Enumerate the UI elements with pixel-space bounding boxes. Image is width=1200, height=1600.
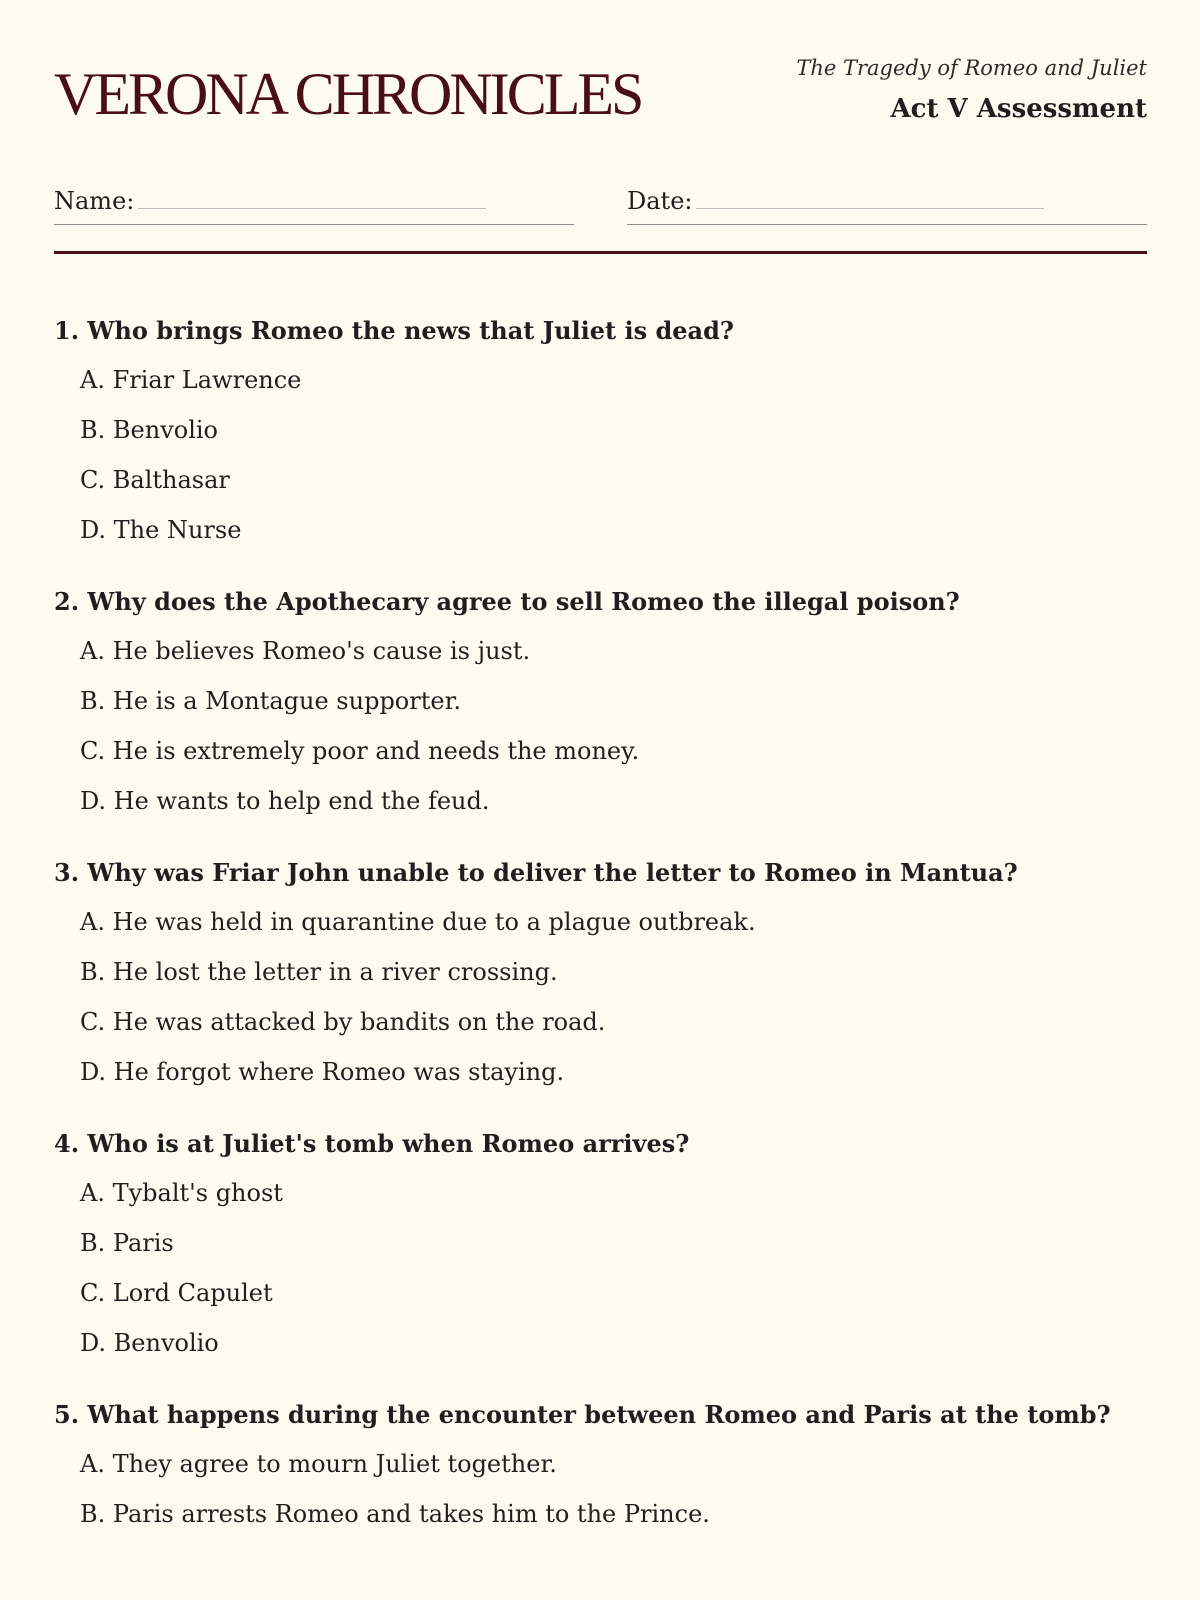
question-1-text: [54, 313, 1147, 349]
question-number: 3.: [54, 858, 80, 887]
header-divider: [54, 251, 1147, 254]
answer-option[interactable]: A. They agree to mourn Juliet together.: [80, 1450, 557, 1478]
answer-option[interactable]: B. Benvolio: [80, 416, 218, 444]
question-prompt: Who brings Romeo the news that Juliet is dead?: [87, 316, 734, 345]
date-blank[interactable]: [696, 180, 1044, 209]
question-prompt: Who is at Juliet's tomb when Romeo arrives?: [87, 1129, 690, 1158]
question-number: 4.: [54, 1129, 80, 1158]
question-1-options: [54, 365, 1147, 545]
answer-option[interactable]: B. He is a Montague supporter.: [80, 687, 462, 715]
answer-option[interactable]: B. Paris: [80, 1229, 174, 1257]
answer-option[interactable]: A. He was held in quarantine due to a plague outbreak.: [80, 908, 756, 936]
question-number: 1.: [54, 316, 80, 345]
answer-option[interactable]: C. He was attacked by bandits on the road.: [80, 1008, 606, 1036]
question-2: [54, 584, 1147, 816]
question-number: 5.: [54, 1400, 80, 1429]
question-1: [54, 313, 1147, 545]
answer-option[interactable]: B. He lost the letter in a river crossing.: [80, 958, 558, 986]
question-4-options: [54, 1178, 1147, 1358]
question-2-text: [54, 584, 1147, 620]
question-3-text: [54, 855, 1147, 891]
question-prompt: Why was Friar John unable to deliver the letter to Romeo in Mantua?: [87, 858, 1018, 887]
question-3-options: [54, 907, 1147, 1087]
name-label: Name:: [54, 187, 135, 215]
answer-option[interactable]: D. The Nurse: [80, 516, 242, 544]
question-5: [54, 1397, 1147, 1529]
answer-option[interactable]: D. Benvolio: [80, 1329, 219, 1357]
assessment-title: Act V Assessment: [890, 94, 1147, 124]
question-prompt: Why does the Apothecary agree to sell Romeo the illegal poison?: [87, 587, 960, 616]
question-5-options: [54, 1449, 1147, 1529]
date-label: Date:: [627, 187, 693, 215]
name-field[interactable]: [54, 180, 574, 225]
question-prompt: What happens during the encounter between Romeo and Paris at the tomb?: [87, 1400, 1111, 1429]
answer-option[interactable]: A. Tybalt's ghost: [80, 1179, 283, 1207]
worksheet-page: [54, 0, 1147, 1600]
name-blank[interactable]: [138, 180, 486, 209]
question-4-text: [54, 1126, 1147, 1162]
answer-option[interactable]: C. Lord Capulet: [80, 1279, 273, 1307]
answer-option[interactable]: C. He is extremely poor and needs the money.: [80, 737, 640, 765]
question-3: [54, 855, 1147, 1087]
answer-option[interactable]: A. Friar Lawrence: [80, 366, 302, 394]
answer-option[interactable]: D. He forgot where Romeo was staying.: [80, 1058, 565, 1086]
date-field[interactable]: [627, 180, 1147, 225]
answer-option[interactable]: C. Balthasar: [80, 466, 230, 494]
question-5-text: [54, 1397, 1147, 1433]
question-2-options: [54, 636, 1147, 816]
masthead-title: VERONA CHRONICLES: [54, 61, 642, 127]
answer-option[interactable]: A. He believes Romeo's cause is just.: [80, 637, 531, 665]
answer-option[interactable]: D. He wants to help end the feud.: [80, 787, 490, 815]
answer-option[interactable]: B. Paris arrests Romeo and takes him to the Prince.: [80, 1500, 710, 1528]
play-subtitle: The Tragedy of Romeo and Juliet: [796, 56, 1147, 80]
question-list: [54, 313, 1147, 1568]
question-number: 2.: [54, 587, 80, 616]
question-4: [54, 1126, 1147, 1358]
